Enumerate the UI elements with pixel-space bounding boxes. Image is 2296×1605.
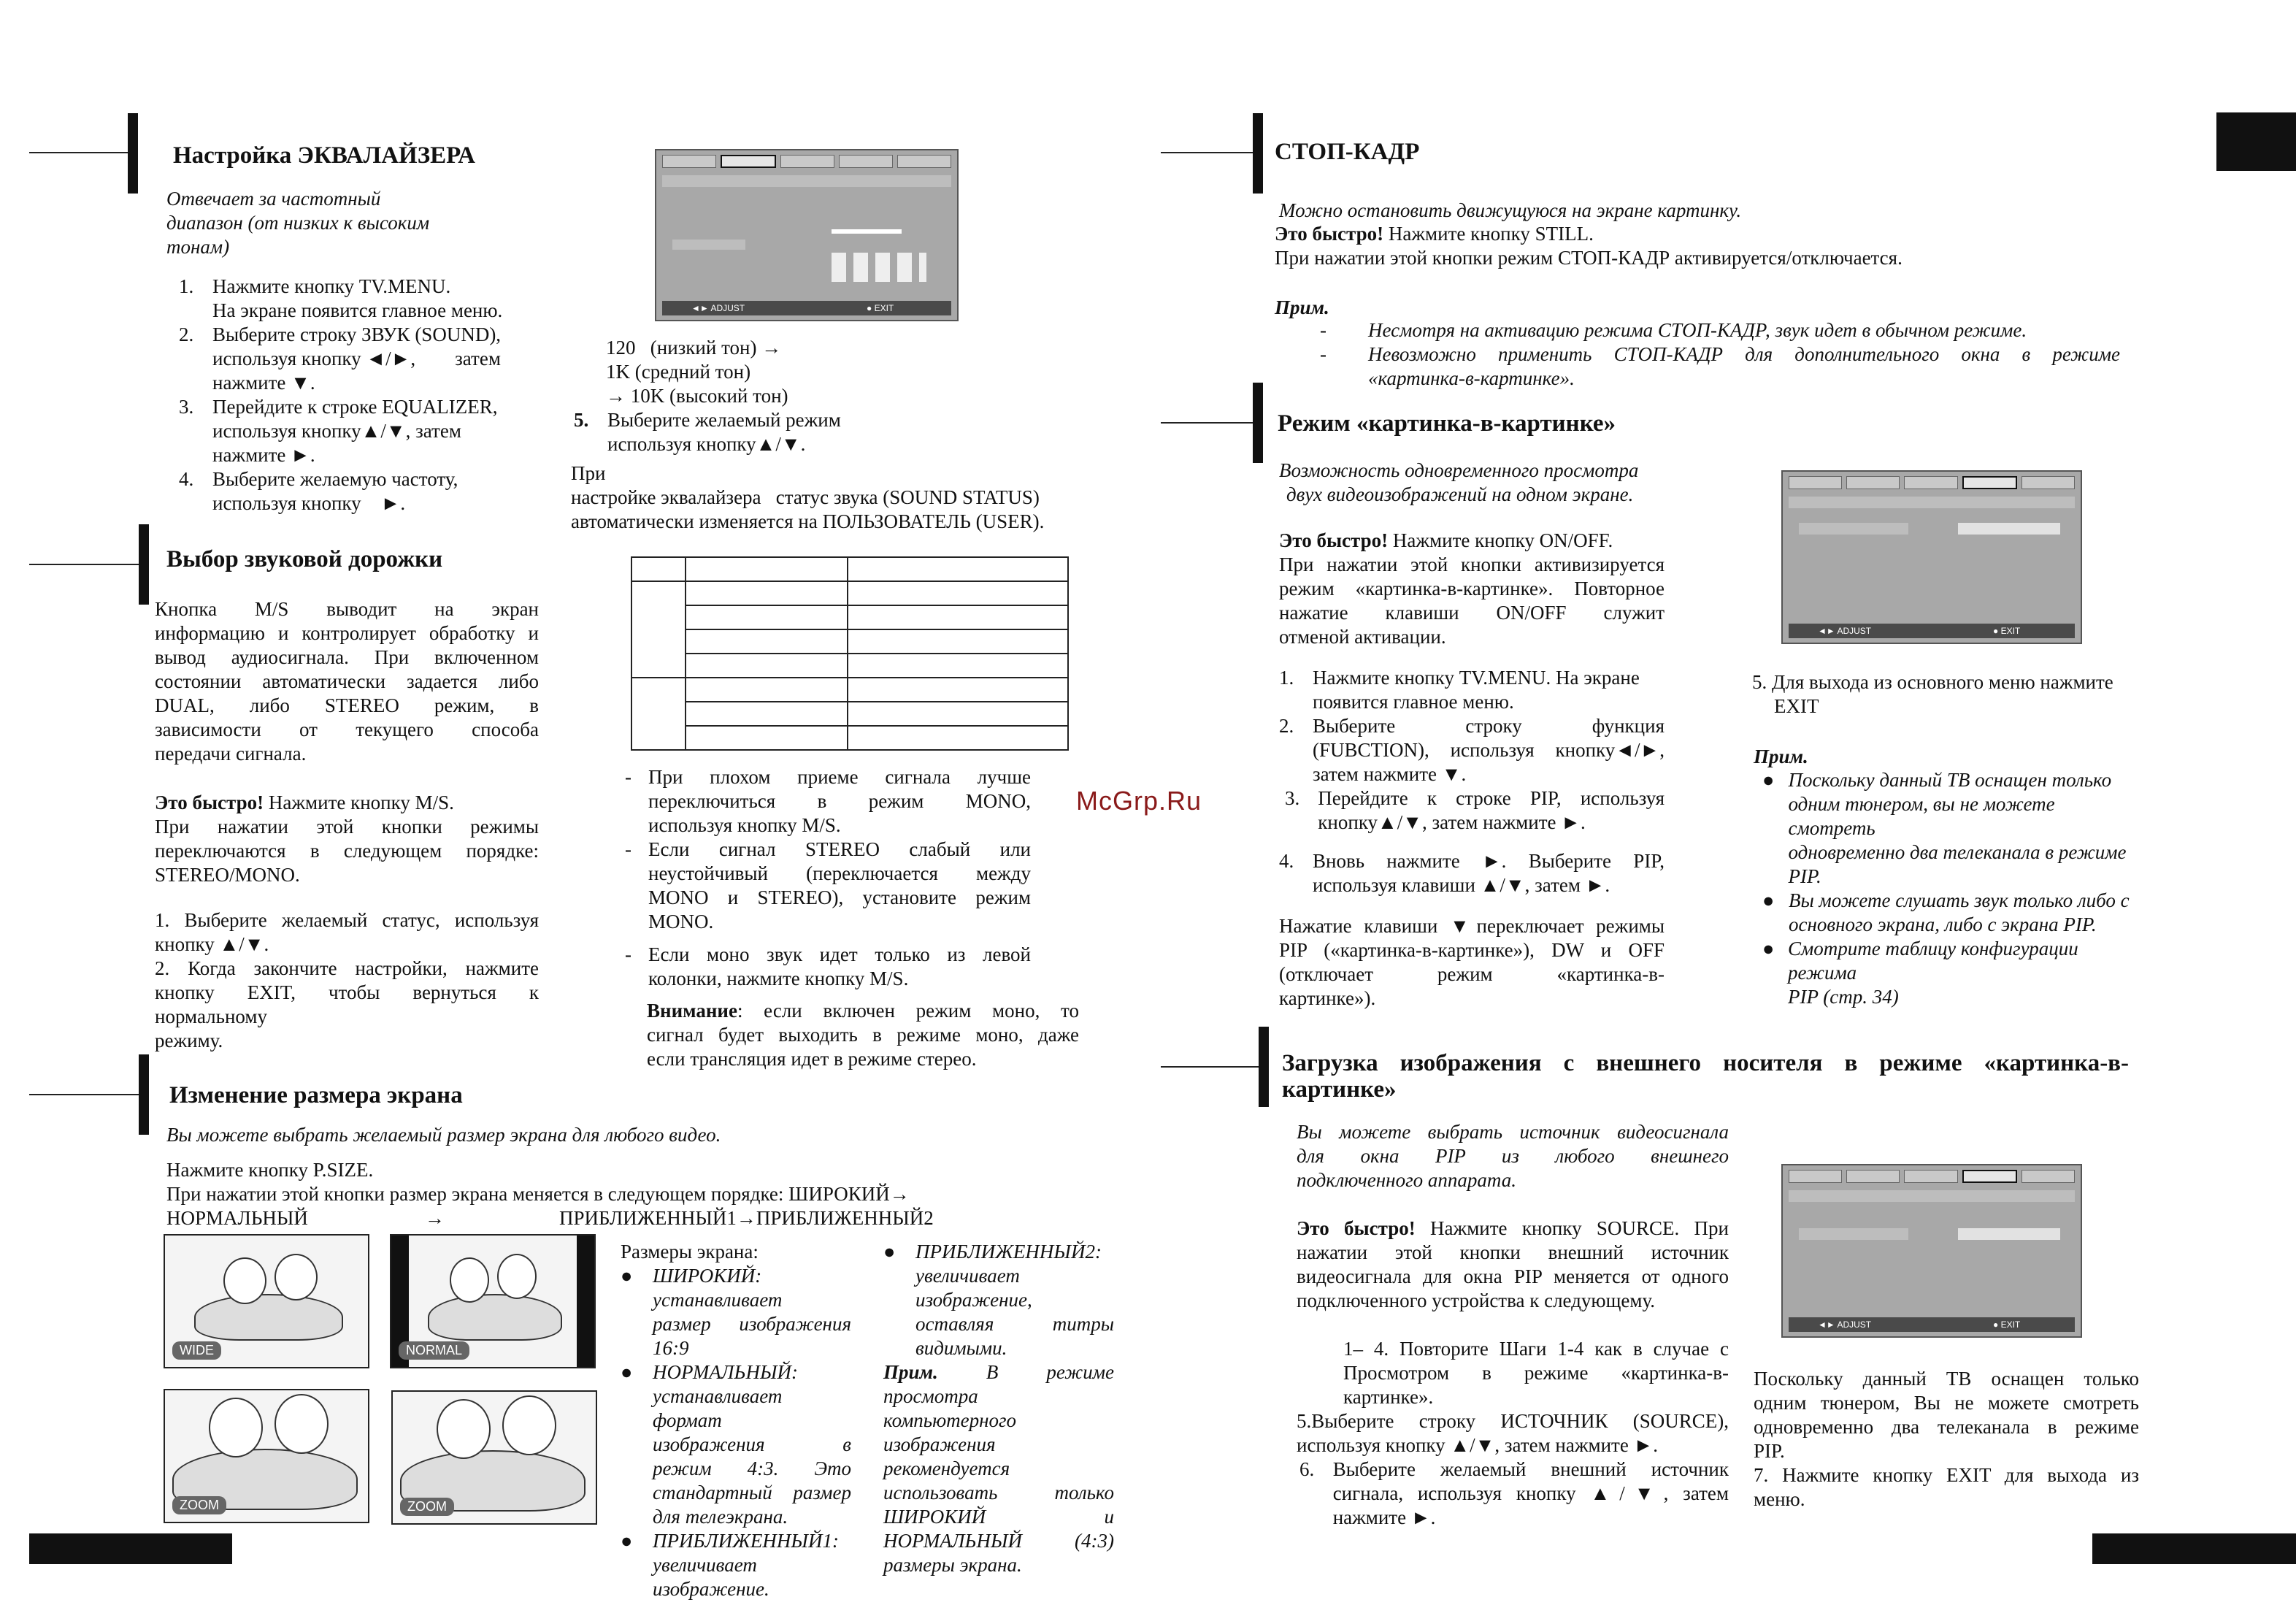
track-warning: Внимание: если включен режим моно, то сигнал будет выходить в режиме моно, даже если трансляция идет в режиме стерео.	[647, 1000, 1079, 1070]
size-title: Изменение размера экрана	[169, 1082, 463, 1108]
ext-step6: 6. Выберите желаемый внешний источник сигнала, используя кнопку ▲/▼, затем нажмите ►.	[1299, 1458, 1729, 1528]
arrows-icon: ◄►	[1818, 626, 1835, 636]
section-rule	[29, 564, 139, 565]
section-marker	[139, 524, 149, 605]
eq-frequencies: 120 (низкий тон) → 1K (средний тон) → 10K (высокий тон)	[606, 337, 788, 407]
section-rule	[29, 152, 131, 153]
section-rule	[1161, 1066, 1260, 1068]
still-quick: Это быстро! Нажмите кнопку STILL.	[1275, 223, 1594, 245]
section-rule	[1161, 152, 1260, 153]
ext-repeat: 1– 4. Повторите Шаги 1-4 как в случае с Просмотром в режиме «картинка-в- картинке».	[1343, 1338, 1729, 1408]
arrows-icon: ◄►	[691, 303, 709, 313]
pip-note-label: Прим.	[1754, 746, 1808, 767]
track-title: Выбор звуковой дорожки	[166, 546, 443, 572]
still-line: При нажатии этой кнопки режим СТОП-КАДР активируется/отключается.	[1275, 247, 1903, 269]
section-marker	[128, 113, 138, 194]
pip-description: При нажатии этой кнопки активизируется режим «картинка-в-картинке». Повторное нажатие клавиши ON/OFF служит отменой активации.	[1279, 553, 1665, 648]
sizes-col2: ● ПРИБЛИЖЕННЫЙ2: увеличивает изображение, оставляя титры видимыми. Прим. В режиме просмотра компьютерного изображения рекомендуется использовать только ШИРОКИЙ и НОРМАЛЬНЫЙ (4:3) размеры экрана.	[883, 1241, 1114, 1576]
table-row	[631, 629, 1068, 654]
table-row	[631, 581, 1068, 605]
table-row	[631, 557, 1068, 581]
pip-step5: 5. Для выхода из основного меню нажмите EXIT	[1752, 671, 2113, 717]
section-rule	[1161, 422, 1260, 424]
ext-description: Это быстро! Нажмите кнопку SOURCE. При нажатии этой кнопки внешний источник видеосигнала для окна PIP меняется от одного подключенного устройства к следующему.	[1297, 1217, 1729, 1311]
table-row	[631, 678, 1068, 702]
track-description: Кнопка M/S выводит на экран информацию и контролирует обработку и вывод аудиосигнала. При включенном состоянии автоматически задается либо DUAL, либо STEREO режим, в зависимости от текущего способа передачи сигнала.	[155, 598, 539, 765]
watermark: McGrp.Ru	[1076, 786, 1202, 816]
arrows-icon: ◄►	[1818, 1319, 1835, 1330]
pip-notes: ● Поскольку данный ТВ оснащен только одним тюнером, вы не можете смотреть одновременно два телеканала в режиме PIP. ● Вы можете слушать звук только либо с основного экрана, либо с экрана PIP. ● Смотрите таблицу конфигурации режима PIP (стр. 34)	[1762, 769, 2130, 1008]
eq-osd-screen: ◄► ADJUST ● EXIT	[655, 149, 959, 321]
still-title: СТОП-КАДР	[1275, 139, 1420, 165]
section-rule	[29, 1094, 139, 1095]
zoom2-screen-image: ZOOM	[391, 1390, 597, 1525]
table-row	[631, 726, 1068, 750]
section-marker	[1253, 383, 1263, 463]
table-row	[631, 654, 1068, 678]
track-quick: Это быстро! Нажмите кнопку M/S.	[155, 792, 454, 813]
ext-side-note: Поскольку данный ТВ оснащен только одним тюнером, Вы не можете смотреть одновременно два телеканала в режиме PIP. 7. Нажмите кнопку EXIT для выхода из меню.	[1754, 1368, 2139, 1510]
ext-intro: Вы можете выбрать источник видеосигнала для окна PIP из любого внешнего подключенного аппарата.	[1297, 1121, 1729, 1191]
wide-screen-image: WIDE	[164, 1234, 369, 1368]
pip-steps: 1. Нажмите кнопку TV.MENU. На экране появится главное меню. 2. Выберите строку функция (FUBCTION), используя кнопку◄/►, затем нажмите ▼. 3. Перейдите к строке PIP, используя кнопку▲/▼, затем нажмите ►. 4. Вновь нажмите ►. Выберите PIP, используя клавиши ▲/▼, затем ►.	[1279, 667, 1665, 896]
pip-osd-screen: ◄► ADJUST ● EXIT	[1781, 470, 2082, 644]
pip-quick: Это быстро! Нажмите кнопку ON/OFF.	[1279, 529, 1613, 551]
eq-steps: 1. Нажмите кнопку TV.MENU. На экране появится главное меню. 2. Выберите строку ЗВУК (SOUND), используя кнопку ◄/►, затем нажмите ▼. 3. Перейдите к строке EQUALIZER, используя кнопку▲/▼, затем нажмите ►. 4. Выберите желаемую частоту, используя кнопку ►.	[179, 275, 503, 514]
normal-screen-image: NORMAL	[390, 1234, 596, 1368]
page-corner-tab	[2216, 112, 2296, 171]
pip-title: Режим «картинка-в-картинке»	[1278, 410, 1616, 437]
still-notes: - Несмотря на активацию режима СТОП-КАДР, звук идет в обычном режиме. - Невозможно применить СТОП-КАДР для дополнительного окна в режиме «картинка-в-картинке».	[1320, 319, 2120, 389]
section-marker	[139, 1054, 149, 1135]
eq-intro: Отвечает за частотный диапазон (от низких к высоким тонам)	[166, 188, 430, 258]
table-row	[631, 702, 1068, 726]
ext-title: Загрузка изображения с внешнего носителя в режиме «картинка-в- картинке»	[1282, 1050, 2129, 1103]
still-intro: Можно остановить движущуюся на экране картинку.	[1279, 199, 1742, 221]
pip-intro: Возможность одновременного просмотра двух видеоизображений на одном экране.	[1279, 459, 1639, 505]
eq-title: Настройка ЭКВАЛАЙЗЕРА	[173, 142, 475, 169]
track-steps: 1. Выберите желаемый статус, используя кнопку ▲/▼. 2. Когда закончите настройки, нажмите кнопку EXIT, чтобы вернуться к нормальному режиму.	[155, 909, 539, 1052]
page-footer-bar	[2092, 1533, 2296, 1564]
still-note-label: Прим.	[1275, 296, 1329, 318]
sizes-heading: Размеры экрана:	[621, 1241, 759, 1263]
size-intro: Вы можете выбрать желаемый размер экрана для любого видео.	[166, 1124, 721, 1146]
track-order: При нажатии этой кнопки режимы переключаются в следующем порядке: STEREO/MONO.	[155, 816, 539, 886]
ext-step5: 5.Выберите строку ИСТОЧНИК (SOURCE), используя кнопку ▲/▼, затем нажмите ►.	[1297, 1410, 1729, 1456]
eq-sound-status-note: При настройке эквалайзера статус звука (SOUND STATUS) автоматически изменяется на ПОЛЬЗОВАТЕЛЬ (USER).	[571, 462, 1045, 532]
eq-step5: 5. Выберите желаемый режим используя кнопку▲/▼.	[574, 409, 841, 455]
size-press: Нажмите кнопку P.SIZE.	[166, 1159, 374, 1181]
pip-down-note: Нажатие клавиши ▼переключает режимы PIP («картинка-в-картинке»), DW и OFF (отключает режим «картинка-в- картинке»).	[1279, 915, 1665, 1009]
size-order: При нажатии этой кнопки размер экрана меняется в следующем порядке: ШИРОКИЙ→ НОРМАЛЬНЫЙ → ПРИБЛИЖЕННЫЙ1→ПРИБЛИЖЕННЫЙ2	[166, 1183, 934, 1229]
sizes-col1: ● ШИРОКИЙ: устанавливает размер изображения 16:9 ● НОРМАЛЬНЫЙ: устанавливает формат изображения в режим 4:3. Это стандартный размер для телеэкрана. ● ПРИБЛИЖЕННЫЙ1: увеличивает изображение.	[621, 1265, 851, 1600]
section-marker	[1253, 113, 1263, 194]
sound-mode-table	[631, 556, 1069, 751]
section-marker	[1259, 1027, 1269, 1107]
page-footer-bar	[29, 1533, 232, 1564]
ext-osd-screen: ◄► ADJUST ● EXIT	[1781, 1164, 2082, 1338]
track-tips: - При плохом приеме сигнала лучше переключиться в режим MONO, используя кнопку M/S. - Если сигнал STEREO слабый или неустойчивый (переключается между MONO и STEREO), установите режим MONO. - Если моно звук идет только из левой колонки, нажмите кнопку M/S.	[625, 766, 1031, 989]
table-row	[631, 605, 1068, 629]
zoom1-screen-image: ZOOM	[164, 1389, 369, 1523]
